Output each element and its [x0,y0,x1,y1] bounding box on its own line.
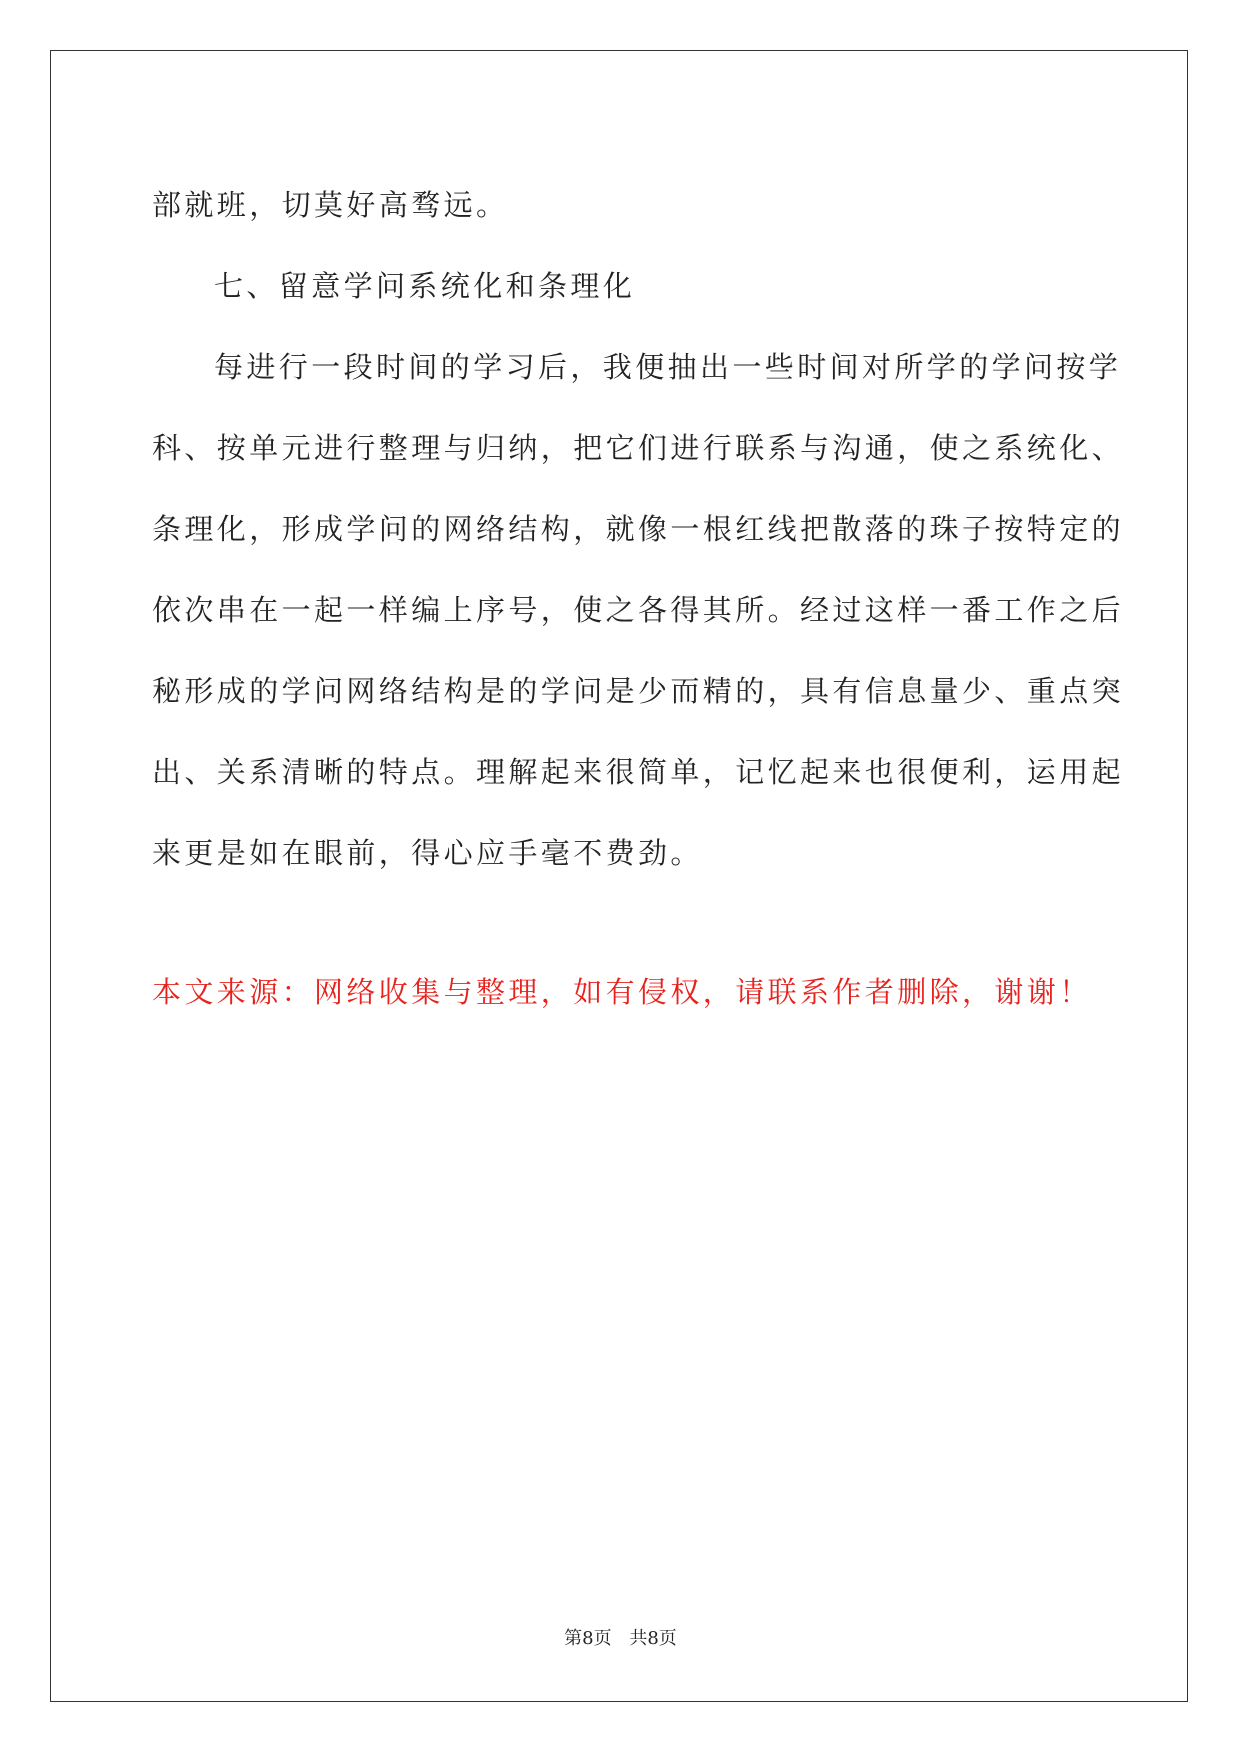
text-line: 部就班，切莫好高骛远。 [152,188,509,222]
source-disclaimer: 本文来源：网络收集与整理，如有侵权，请联系作者删除，谢谢！ [152,975,1092,1009]
page-footer [0,1624,1241,1650]
text-line: 条理化，形成学问的网络结构，就像一根红线把散落的珠子按特定的 [152,512,1125,546]
text-line: 科、按单元进行整理与归纳，把它们进行联系与沟通，使之系统化、 [152,431,1125,465]
body-text [152,165,1125,894]
text-line: 每进行一段时间的学习后，我便抽出一些时间对所学的学问按学 [214,350,1122,384]
page-number-current: 第8页 [564,1628,612,1649]
text-line: 秘形成的学问网络结构是的学问是少而精的，具有信息量少、重点突 [152,674,1125,708]
page-number-total: 共8页 [629,1628,677,1649]
text-line: 来更是如在眼前，得心应手毫不费劲。 [152,836,703,870]
text-line: 出、关系清晰的特点。理解起来很简单，记忆起来也很便利，运用起 [152,755,1125,789]
section-heading: 七、留意学问系统化和条理化 [214,269,636,303]
text-line: 依次串在一起一样编上序号，使之各得其所。经过这样一番工作之后 [152,593,1125,627]
